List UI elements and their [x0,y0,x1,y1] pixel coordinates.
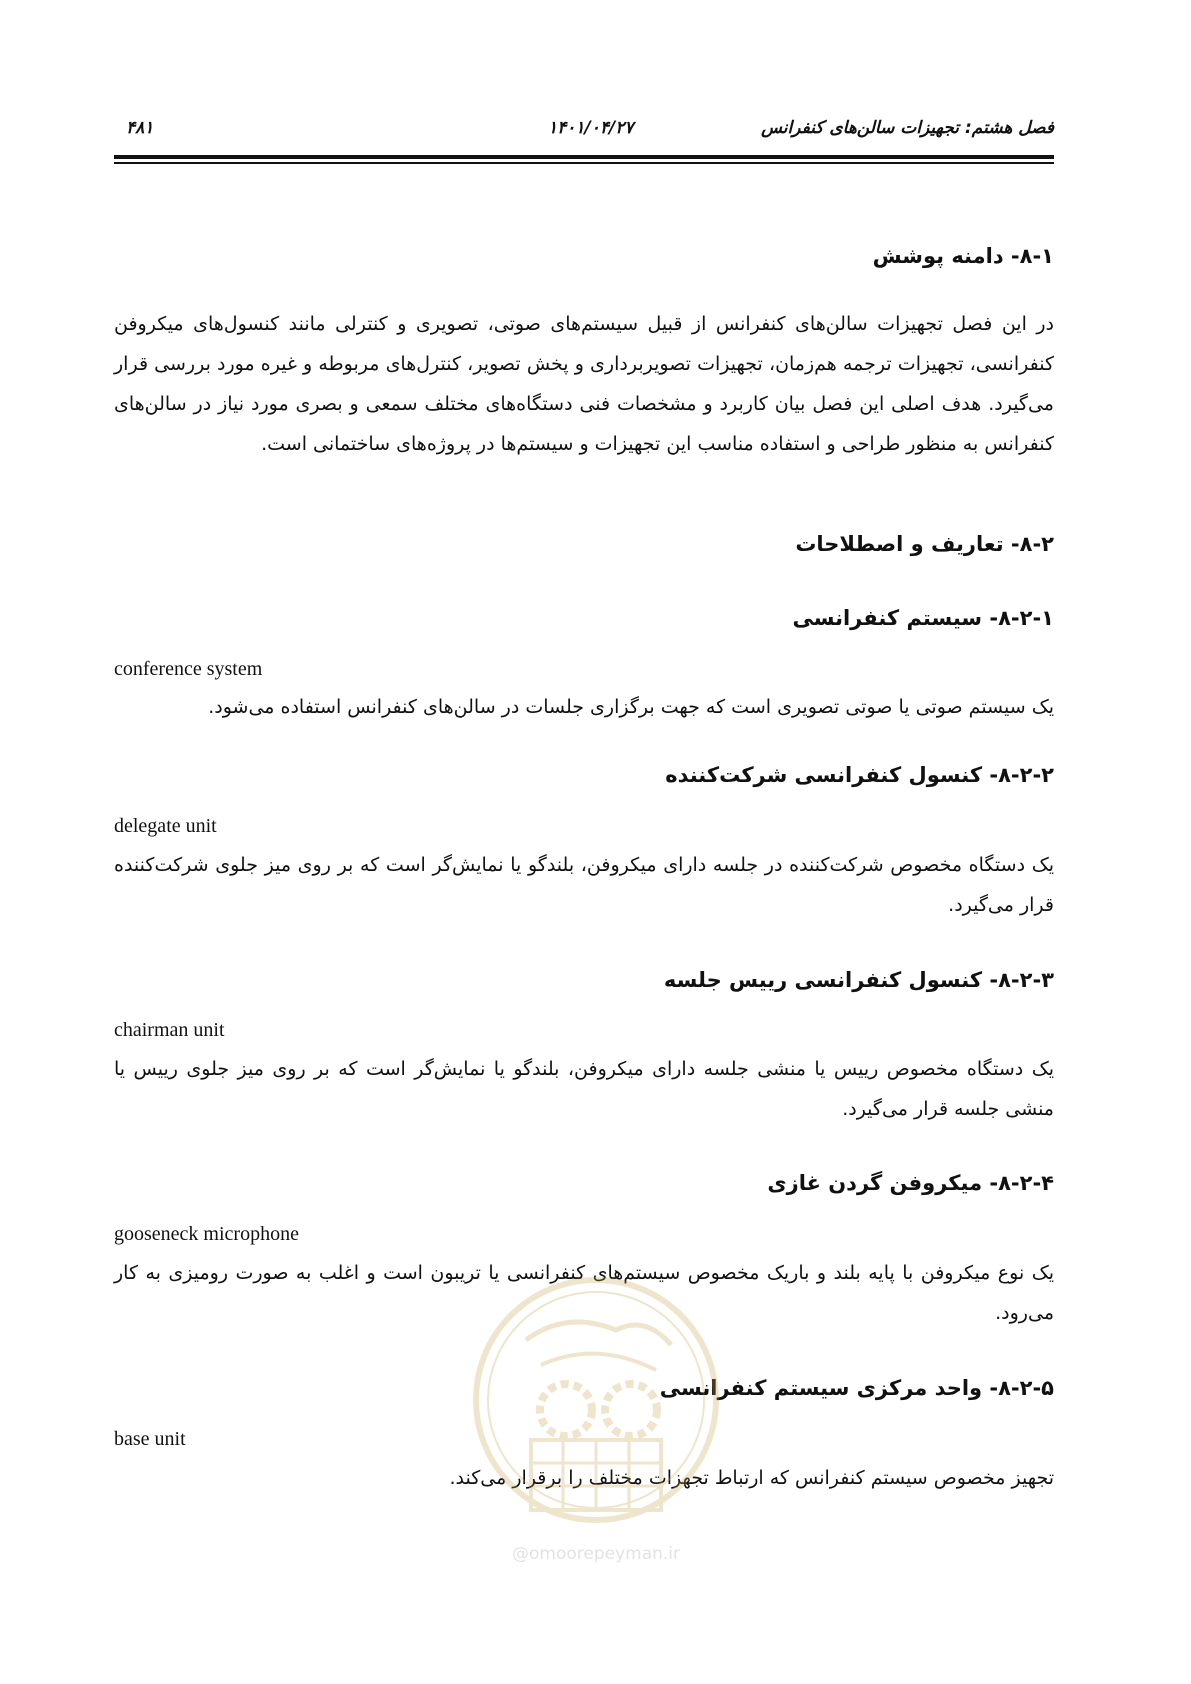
definition-text-gooseneck-microphone: یک نوع میکروفن با پایه بلند و باریک مخصوص سیستم‌های کنفرانسی یا تریبون است و اغلب به صورت رومیزی به کار می‌رود. [114,1262,1054,1324]
definition-heading-chairman-unit: ۸-۲-۳- کنسول کنفرانسی رییس جلسه [663,968,1054,992]
section-paragraph-scope: در این فصل تجهیزات سالن‌های کنفرانس از قبیل سیستم‌های صوتی، تصویری و کنترلی مانند کنسول‌های میکروفن کنفرانسی، تجهیزات ترجمه هم‌زمان، تجهیزات تصویربرداری و پخش تصویر، کنترل‌های مربوطه و غیره مورد بررسی قرار می‌گیرد. هدف اصلی این فصل بیان کاربرد و مشخصات فنی دستگاه‌های مختلف سمعی و بصری مورد نیاز در سالن‌های کنفرانس به منظور طراحی و استفاده مناسب این تجهیزات و سیستم‌ها در پروژه‌های ساختمانی است. [114,313,1054,455]
watermark-logo-icon [466,1270,726,1530]
watermark-website: @omoorepeyman.ir [511,1544,681,1564]
header-date: ۱۴۰۱/۰۴/۲۷ [548,118,634,138]
definition-text-chairman-unit: یک دستگاه مخصوص رییس یا منشی جلسه دارای میکروفن، بلندگو یا نمایش‌گر است که بر روی میز جلوی رییس یا منشی جلسه قرار می‌گیرد. [114,1058,1054,1120]
definition-english-delegate-unit: delegate unit [114,815,217,837]
definition-english-base-unit: base unit [114,1428,186,1450]
page-header [114,118,1054,148]
header-page-number: ۴۸۱ [126,118,154,138]
definition-english-gooseneck-microphone: gooseneck microphone [114,1223,299,1245]
definition-heading-conference-system: ۸-۲-۱- سیستم کنفرانسی [792,606,1054,630]
header-rule-thin [114,162,1054,164]
definition-heading-base-unit: ۸-۲-۵- واحد مرکزی سیستم کنفرانسی [659,1376,1054,1400]
definition-english-chairman-unit: chairman unit [114,1019,225,1041]
section-heading-scope: ۸-۱- دامنه پوشش [872,244,1054,268]
definition-text-conference-system: یک سیستم صوتی یا صوتی تصویری است که جهت برگزاری جلسات در سالن‌های کنفرانس استفاده می‌شود. [208,696,1054,718]
definition-text-delegate-unit: یک دستگاه مخصوص شرکت‌کننده در جلسه دارای میکروفن، بلندگو یا نمایش‌گر است که بر روی میز جلوی شرکت‌کننده قرار می‌گیرد. [114,854,1054,916]
definition-heading-delegate-unit: ۸-۲-۲- کنسول کنفرانسی شرکت‌کننده [665,763,1054,787]
definition-text-base-unit: تجهیز مخصوص سیستم کنفرانس که ارتباط تجهزات مختلف را برقرار می‌کند. [449,1467,1054,1489]
definition-heading-gooseneck-microphone: ۸-۲-۴- میکروفن گردن غازی [767,1171,1054,1195]
watermark [466,1270,726,1570]
definition-english-conference-system: conference system [114,658,263,680]
header-rule-thick [114,155,1054,159]
section-heading-definitions: ۸-۲- تعاریف و اصطلاحات [795,532,1054,556]
header-chapter-title: فصل هشتم: تجهیزات سالن‌های کنفرانس [761,118,1054,138]
